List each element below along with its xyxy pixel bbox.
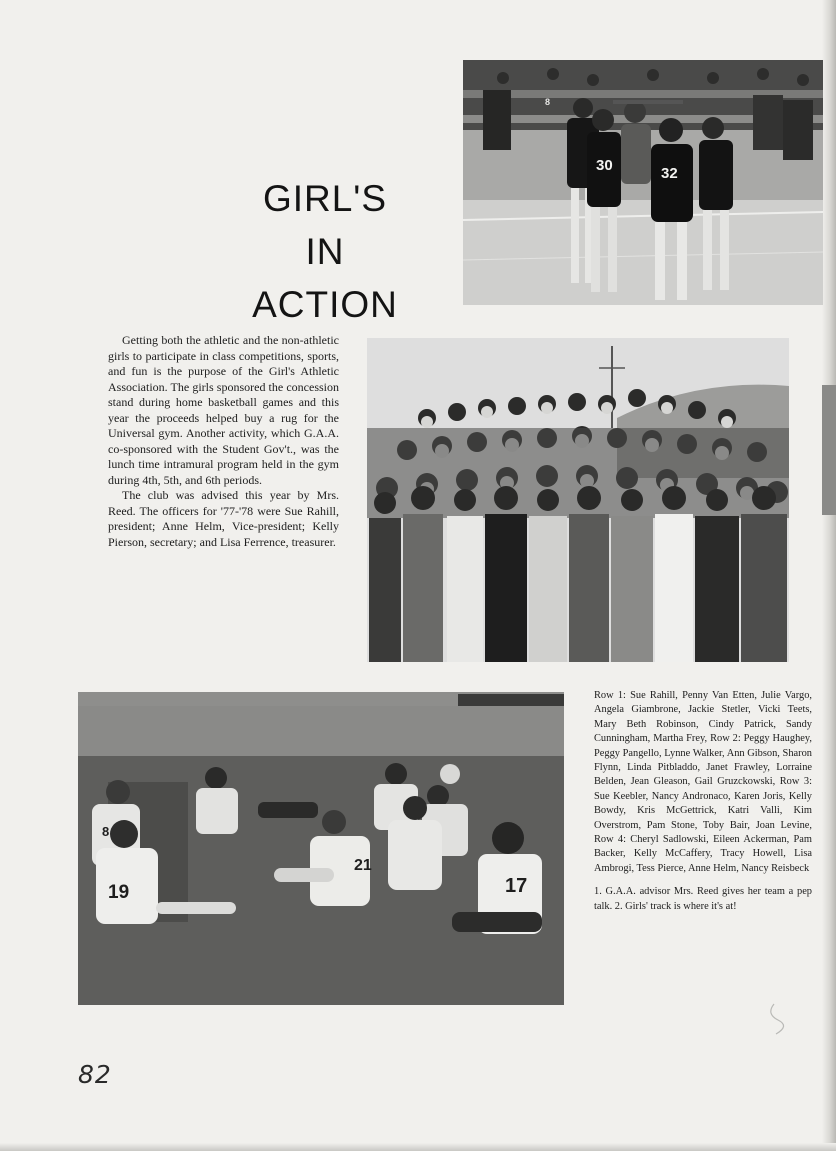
jersey-number: 30: [596, 157, 613, 174]
page-edge: [822, 0, 836, 1151]
title-line: GIRL'S: [262, 178, 388, 219]
article-paragraph: The club was advised this year by Mrs. Reed. The officers for '77-'78 were Sue Rahill, president; Anne Helm, Vice-president; Kelly Pierson, secretary; and Lisa Ferrence, treasurer.: [108, 488, 339, 549]
page-number: 82: [78, 1060, 112, 1089]
track-photo: [78, 692, 564, 1005]
caption-photo-descriptions: 1. G.A.A. advisor Mrs. Reed gives her team a pep talk. 2. Girls' track is where it's at!: [594, 886, 812, 912]
jersey-number: 8: [545, 97, 551, 107]
title-line: ACTION: [252, 284, 398, 325]
page-tab-shadow: [822, 385, 836, 515]
volleyball-photo: [463, 60, 823, 305]
title-line: IN: [305, 231, 345, 272]
page-edge-bottom: [0, 1143, 836, 1151]
jersey-number: 21: [354, 857, 372, 874]
article-paragraph: Getting both the athletic and the non-athletic girls to participate in class competitions, sports, and fun is the purpose of the Girl's Athletic Association. The girls sponsored the concession stand during home basketball games and this year the proceeds helped buy a rug for the Universal gym. Another activity, which G.A.A. co-sponsored with the Student Gov't., was the lunch time intramural program held in the gym during 4th, 5th, and 6th periods.: [108, 333, 339, 487]
group-photo: [367, 338, 789, 662]
pencil-mark: [760, 1000, 800, 1040]
page-title: [230, 172, 420, 331]
jersey-number: 8: [102, 824, 110, 839]
article-body: [108, 333, 339, 550]
jersey-number: 17: [505, 875, 528, 897]
jersey-number: 32: [661, 165, 678, 182]
jersey-number: 19: [108, 882, 130, 903]
photo-caption: [594, 689, 812, 914]
caption-roster: Row 1: Sue Rahill, Penny Van Etten, Julie Vargo, Angela Giambrone, Jackie Stetler, Vicki Teets, Mary Beth Robinson, Cindy Patrick, Sandy Cunningham, Martha Frey, Row 2: Peggy Haughey, Peggy Pangello, Lynne Walker, Ann Gibson, Sharon Flynn, Linda Pitbladdo, Janet Frawley, Lorraine Belden, Jean Gleason, Gail Gruzckowski, Row 3: Sue Keebler, Nancy Andronaco, Karen Joris, Kelly Bowdy, Kris McGettrick, Katri Valli, Kim Overstrom, Pam Stone, Toby Bair, Joan Levine, Row 4: Cheryl Sadlowski, Eileen Ackerman, Pam Backer, Kelly McCaffery, Tracy Howell, Lisa Ambrogi, Tess Pierce, Anne Helm, Nancy Reisbeck: [594, 690, 812, 874]
